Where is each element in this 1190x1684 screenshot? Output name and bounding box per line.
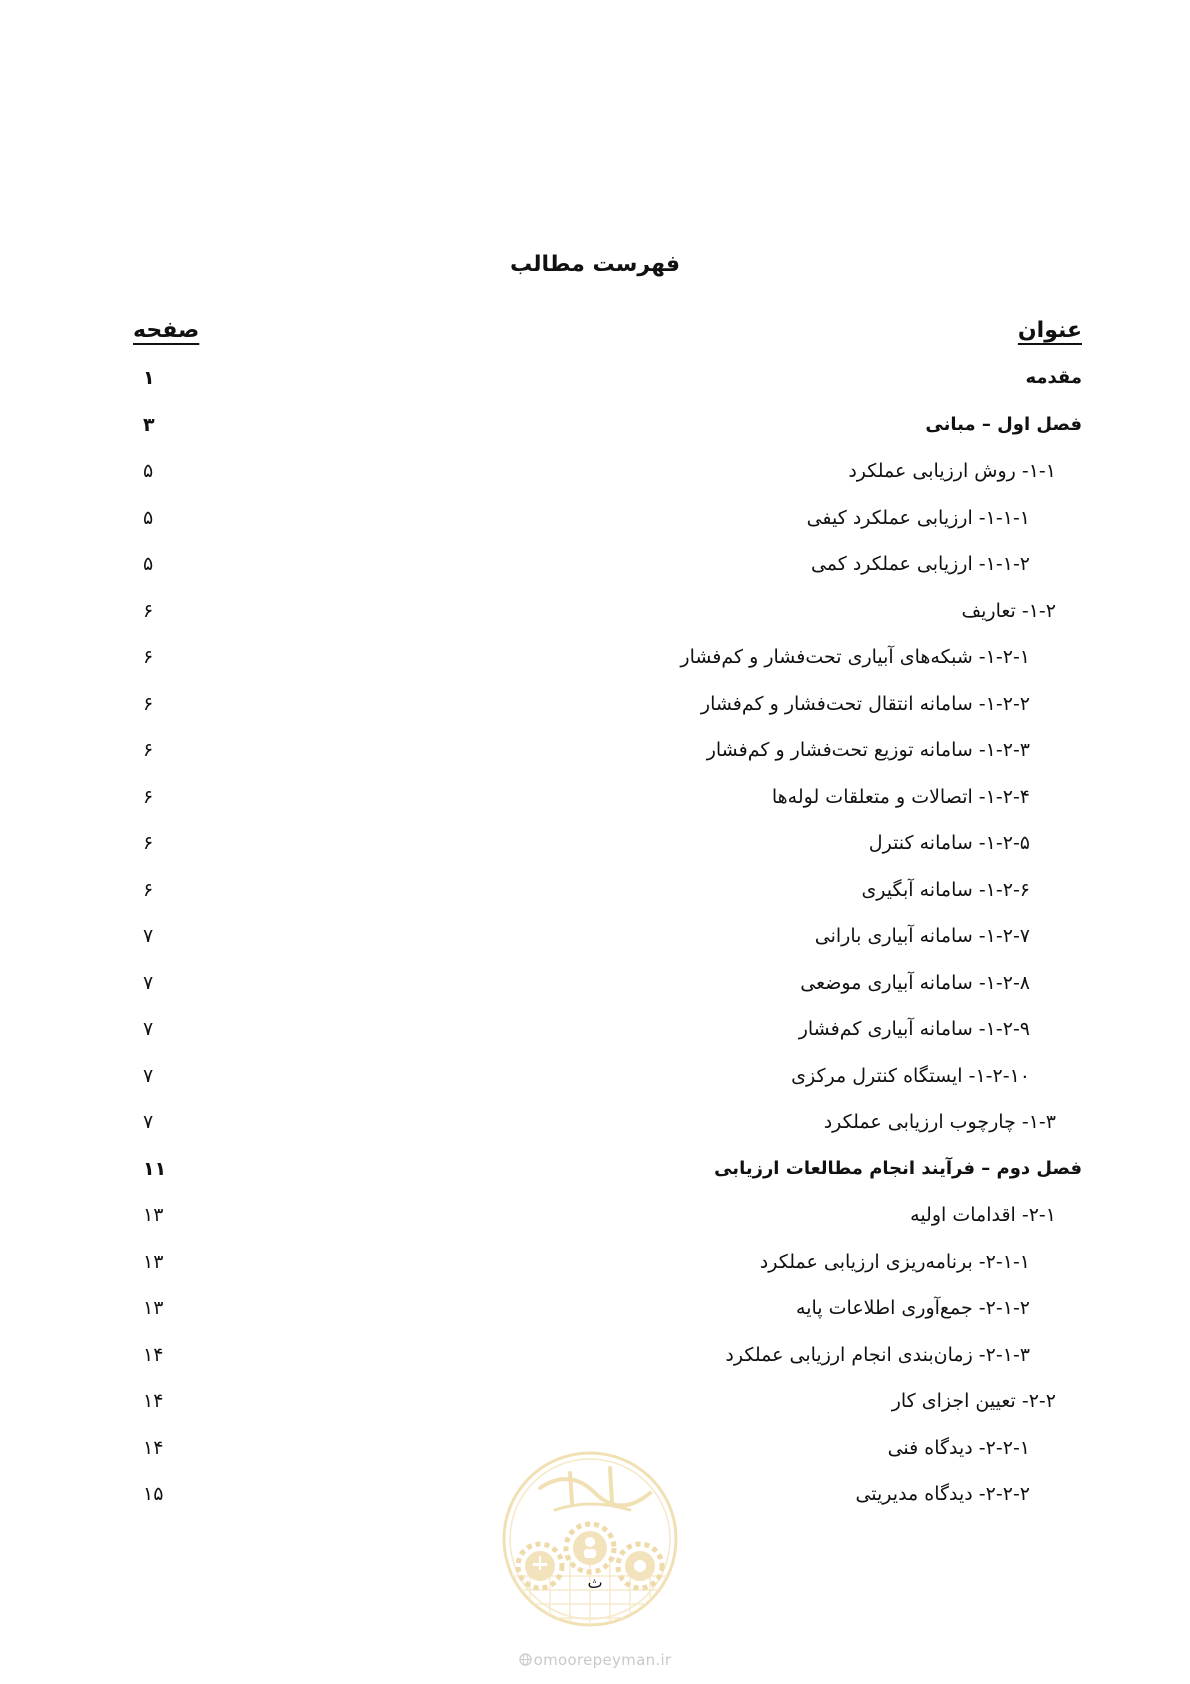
toc-entry-page: ۶ [143, 878, 154, 901]
toc-entry-title: ۱-۲-۵- سامانه کنترل [868, 832, 1030, 854]
toc-entry-title: فصل اول – مبانی [925, 413, 1082, 435]
toc-title: فهرست مطالب [509, 252, 681, 277]
toc-entry-page: ۶ [143, 692, 154, 715]
toc-entry-page: ۷ [143, 1064, 154, 1087]
toc-entry-title: ۱-۳- چارچوب ارزیابی عملکرد [823, 1111, 1056, 1133]
toc-entry [0, 876, 1190, 923]
website-watermark [0, 1651, 1190, 1669]
toc-entries [0, 364, 1190, 1527]
toc-entry [0, 1248, 1190, 1295]
column-header-title: عنوان [1017, 318, 1082, 343]
toc-entry-title: ۱-۲-۶- سامانه آبگیری [861, 878, 1030, 901]
toc-entry [0, 1201, 1190, 1248]
toc-entry-page: ۱۴ [143, 1436, 164, 1459]
toc-entry [0, 504, 1190, 551]
toc-entry-page: ۱۴ [143, 1343, 164, 1366]
toc-entry-page: ۱۳ [143, 1297, 164, 1319]
toc-entry-title: ۱-۲-۲- سامانه انتقال تحت‌فشار و کم‌فشار [700, 692, 1030, 715]
toc-entry-title: ۱-۲-۹- سامانه آبیاری کم‌فشار [798, 1018, 1030, 1040]
toc-entry-page: ۷ [143, 925, 154, 947]
globe-icon [519, 1653, 532, 1666]
toc-entry [0, 457, 1190, 504]
toc-entry [0, 736, 1190, 783]
toc-entry [0, 1108, 1190, 1155]
toc-entry-title: ۲-۲-۱- دیدگاه فنی [887, 1436, 1030, 1459]
toc-entry-title: ۱-۱- روش ارزیابی عملکرد [848, 460, 1056, 482]
toc-entry-page: ۷ [143, 1018, 154, 1040]
toc-entry-page: ۶ [143, 832, 154, 854]
toc-entry [0, 550, 1190, 597]
toc-entry-title: ۲-۱- اقدامات اولیه [910, 1204, 1056, 1226]
toc-entry-title: ۱-۲-۷- سامانه آبیاری بارانی [814, 925, 1030, 947]
toc-entry-title: ۲-۲-۲- دیدگاه مدیریتی [855, 1483, 1030, 1505]
toc-entry-title: ۱-۱-۲- ارزیابی عملکرد کمی [810, 553, 1030, 575]
toc-entry-page: ۵ [143, 553, 154, 575]
toc-entry-page: ۱۳ [143, 1250, 164, 1273]
toc-entry [0, 783, 1190, 830]
toc-entry-page: ۶ [143, 646, 154, 668]
toc-entry [0, 1015, 1190, 1062]
toc-entry-page: ۱۴ [143, 1390, 164, 1412]
page-number: ث [587, 1573, 603, 1592]
toc-entry [0, 1387, 1190, 1434]
toc-entry-page: ۷ [143, 971, 154, 994]
toc-entry-title: ۲-۱-۳- زمان‌بندی انجام ارزیابی عملکرد [725, 1343, 1030, 1366]
toc-entry-page: ۶ [143, 599, 154, 622]
gear-emblem-icon [500, 1448, 680, 1630]
toc-entry [0, 1294, 1190, 1341]
website-text: omoorepeyman.ir [533, 1651, 672, 1669]
toc-entry-title: ۱-۲-۸- سامانه آبیاری موضعی [800, 971, 1030, 994]
toc-entry-page: ۱۵ [143, 1483, 164, 1505]
toc-entry [0, 1155, 1190, 1202]
toc-entry-page: ۱ [143, 367, 155, 389]
toc-entry-page: ۳ [143, 413, 155, 436]
toc-entry-title: ۱-۲-۱- شبکه‌های آبیاری تحت‌فشار و کم‌فشار [680, 646, 1030, 668]
toc-entry-title: مقدمه [1025, 367, 1082, 388]
toc-entry [0, 829, 1190, 876]
toc-entry-title: ۱-۲-۱۰- ایستگاه کنترل مرکزی [791, 1064, 1030, 1087]
toc-entry-page: ۶ [143, 739, 154, 761]
toc-entry [0, 690, 1190, 737]
toc-entry [0, 969, 1190, 1016]
toc-entry-title: ۲-۱-۱- برنامه‌ریزی ارزیابی عملکرد [759, 1250, 1030, 1273]
toc-entry-page: ۵ [143, 460, 154, 482]
toc-entry-page: ۷ [143, 1111, 154, 1133]
toc-entry [0, 597, 1190, 644]
toc-entry [0, 411, 1190, 458]
toc-entry-page: ۶ [143, 785, 154, 808]
toc-entry-title: ۲-۱-۲- جمع‌آوری اطلاعات پایه [796, 1297, 1030, 1319]
toc-entry [0, 922, 1190, 969]
toc-entry [0, 1341, 1190, 1388]
toc-entry-title: ۱-۲- تعاریف [961, 599, 1056, 622]
toc-entry-title: ۲-۲- تعیین اجزای کار [891, 1390, 1056, 1412]
column-header-page: صفحه [133, 318, 200, 343]
toc-entry [0, 1062, 1190, 1109]
toc-entry-title: ۱-۲-۴- اتصالات و متعلقات لوله‌ها [771, 785, 1030, 808]
toc-entry-page: ۵ [143, 506, 154, 529]
toc-entry-title: فصل دوم – فرآیند انجام مطالعات ارزیابی [714, 1157, 1082, 1179]
toc-entry-page: ۱۳ [143, 1204, 164, 1226]
toc-entry-page: ۱۱ [143, 1157, 167, 1180]
toc-entry [0, 643, 1190, 690]
toc-entry [0, 364, 1190, 411]
toc-entry-title: ۱-۱-۱- ارزیابی عملکرد کیفی [806, 506, 1030, 529]
toc-entry-title: ۱-۲-۳- سامانه توزیع تحت‌فشار و کم‌فشار [706, 739, 1030, 761]
